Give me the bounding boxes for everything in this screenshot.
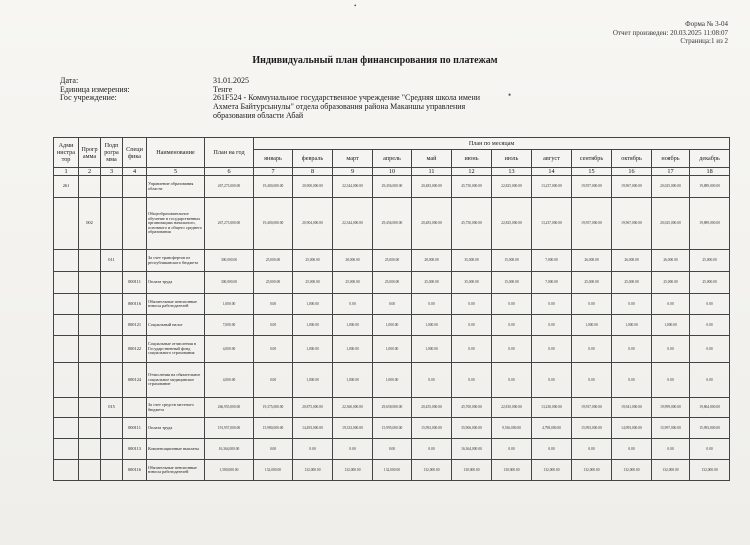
- column-number: 18: [690, 168, 730, 176]
- cell-name: За счет трансфертов из республиканского бюджета: [147, 250, 205, 272]
- column-number: 17: [652, 168, 690, 176]
- cell-administrator: [54, 460, 79, 481]
- column-number: 6: [205, 168, 254, 176]
- header-months-title: План по месяцам: [254, 138, 730, 150]
- cell-subprogram: [101, 176, 123, 198]
- plan-row: [54, 398, 730, 418]
- cell-administrator: [54, 439, 79, 460]
- cell-month-value: 130,000.00: [492, 460, 532, 481]
- cell-month-value: 0.00: [690, 294, 730, 315]
- cell-month-value: 0.00: [293, 439, 333, 460]
- cell-name: Социальный налог: [147, 315, 205, 336]
- cell-month-value: 19,375,000.00: [254, 398, 293, 418]
- cell-month-value: 25,000.00: [373, 250, 412, 272]
- cell-month-value: 19,941,000.00: [612, 398, 652, 418]
- cell-month-value: 0.00: [652, 363, 690, 398]
- cell-month-value: 1,000.00: [373, 315, 412, 336]
- cell-month-value: 26,000.00: [652, 250, 690, 272]
- cell-specifics: 000116: [123, 294, 147, 315]
- cell-month-value: 0.00: [452, 363, 492, 398]
- cell-month-value: 1,000.00: [333, 363, 373, 398]
- cell-month-value: 0.00: [612, 363, 652, 398]
- cell-month-value: 0.00: [572, 439, 612, 460]
- meta-row-institution-cont2: [60, 112, 513, 121]
- cell-month-value: 25,000.00: [652, 272, 690, 294]
- cell-month-value: 26,000.00: [612, 250, 652, 272]
- cell-month-value: 0.00: [532, 439, 572, 460]
- cell-month-value: 0.00: [373, 294, 412, 315]
- cell-month-value: 13,230,000.00: [532, 398, 572, 418]
- top-mark: •: [354, 2, 357, 10]
- cell-year-plan: 7,000.00: [205, 315, 254, 336]
- header-specifics: Специ фика: [123, 138, 147, 168]
- cell-month-value: 20,900,000.00: [293, 176, 333, 198]
- cell-month-value: 1,000.00: [612, 315, 652, 336]
- cell-month-value: 0.00: [492, 336, 532, 363]
- meta-label: [60, 112, 213, 121]
- cell-month-value: 15,992,000.00: [412, 418, 452, 439]
- cell-month-value: 0.00: [492, 294, 532, 315]
- cell-month-value: 1,000.00: [373, 363, 412, 398]
- cell-month-value: 0.00: [690, 363, 730, 398]
- cell-subprogram: [101, 272, 123, 294]
- meta-label: [60, 103, 213, 112]
- cell-program: [79, 418, 101, 439]
- cell-month-value: 0.00: [532, 336, 572, 363]
- plan-row: [54, 439, 730, 460]
- cell-name: Оплата труда: [147, 272, 205, 294]
- cell-month-value: 132,000.00: [532, 460, 572, 481]
- cell-subprogram: [101, 418, 123, 439]
- cell-specifics: 000121: [123, 315, 147, 336]
- cell-month-value: 25,000.00: [612, 272, 652, 294]
- cell-month-value: 22,344,000.00: [333, 198, 373, 250]
- cell-subprogram: [101, 336, 123, 363]
- page-counter: Страница:1 из 2: [680, 37, 728, 46]
- meta-label: Гос учреждение:: [60, 93, 117, 103]
- cell-month-value: 13,237,000.00: [532, 176, 572, 198]
- document-meta: [60, 77, 513, 121]
- column-number: 5: [147, 168, 205, 176]
- plan-row: [54, 294, 730, 315]
- header-program: Прогр амма: [79, 138, 101, 168]
- cell-month-value: 20,483,000.00: [412, 198, 452, 250]
- cell-month-value: 15,997,000.00: [652, 418, 690, 439]
- cell-month-value: 45,700,000.00: [452, 398, 492, 418]
- cell-program: [79, 439, 101, 460]
- cell-month-value: 132,000.00: [254, 460, 293, 481]
- cell-administrator: [54, 315, 79, 336]
- cell-specifics: [123, 398, 147, 418]
- cell-month-value: 4,798,000.00: [532, 418, 572, 439]
- cell-administrator: [54, 398, 79, 418]
- cell-month-value: 20,025,000.00: [652, 176, 690, 198]
- cell-month-value: 45,750,000.00: [452, 198, 492, 250]
- cell-program: [79, 363, 101, 398]
- header-month: ноябрь: [652, 150, 690, 168]
- cell-month-value: 0.00: [612, 294, 652, 315]
- header-month: март: [333, 150, 373, 168]
- cell-month-value: 132,000.00: [690, 460, 730, 481]
- plan-body: [54, 176, 730, 481]
- cell-month-value: 0.00: [452, 336, 492, 363]
- form-number: Форма № 3-04: [685, 20, 728, 28]
- document-title: Индивидуальный план финансирования по платежам: [252, 55, 498, 66]
- cell-month-value: 15,000.00: [492, 250, 532, 272]
- cell-year-plan: 16,364,000.00: [205, 439, 254, 460]
- cell-month-value: 0.00: [492, 363, 532, 398]
- cell-month-value: 20,455,000.00: [412, 398, 452, 418]
- cell-month-value: 19,400,000.00: [254, 198, 293, 250]
- cell-administrator: [54, 294, 79, 315]
- cell-month-value: 29,658,000.00: [373, 398, 412, 418]
- cell-subprogram: [101, 363, 123, 398]
- cell-month-value: 132,000.00: [373, 460, 412, 481]
- cell-administrator: 261: [54, 176, 79, 198]
- cell-year-plan: 1,580,000.00: [205, 460, 254, 481]
- cell-name: Социальные отчисления в Государственный фонд социального страхования: [147, 336, 205, 363]
- cell-month-value: 0.00: [254, 336, 293, 363]
- meta-value: 31.01.2025: [213, 76, 249, 85]
- cell-month-value: 1,000.00: [412, 315, 452, 336]
- report-timestamp: Отчет произведен: 20.03.2025 11:08:07: [612, 28, 728, 37]
- header-administrator: Адми нистра тор: [54, 138, 79, 168]
- cell-year-plan: 191,957,000.00: [205, 418, 254, 439]
- cell-program: [79, 250, 101, 272]
- cell-month-value: 26,000.00: [572, 250, 612, 272]
- header-month: февраль: [293, 150, 333, 168]
- cell-month-value: 20,025,000.00: [652, 198, 690, 250]
- plan-row: [54, 363, 730, 398]
- header-month: октябрь: [612, 150, 652, 168]
- cell-month-value: 1,000.00: [293, 315, 333, 336]
- column-number: 16: [612, 168, 652, 176]
- cell-month-value: 132,000.00: [652, 460, 690, 481]
- cell-subprogram: [101, 198, 123, 250]
- cell-month-value: 25,000.00: [690, 250, 730, 272]
- cell-administrator: [54, 198, 79, 250]
- cell-month-value: 1,000.00: [412, 336, 452, 363]
- cell-specifics: 000111: [123, 272, 147, 294]
- meta-label: Дата:: [60, 76, 79, 85]
- cell-month-value: 0.00: [572, 363, 612, 398]
- column-number: 4: [123, 168, 147, 176]
- cell-month-value: 0.00: [652, 336, 690, 363]
- cell-year-plan: 266,955,000.00: [205, 398, 254, 418]
- header-subprogram: Подп рогра мма: [101, 138, 123, 168]
- cell-month-value: 22,344,000.00: [333, 176, 373, 198]
- cell-name: Отчисления на обязательное социальное медицинское страхование: [147, 363, 205, 398]
- cell-program: [79, 294, 101, 315]
- cell-year-plan: 267,273,000.00: [205, 176, 254, 198]
- header-month: сентябрь: [572, 150, 612, 168]
- cell-subprogram: [101, 460, 123, 481]
- cell-year-plan: 300,000.00: [205, 272, 254, 294]
- cell-administrator: [54, 272, 79, 294]
- cell-month-value: 29,456,000.00: [373, 198, 412, 250]
- cell-specifics: 000124: [123, 363, 147, 398]
- cell-month-value: 20,483,000.00: [412, 176, 452, 198]
- column-number: 3: [101, 168, 123, 176]
- cell-month-value: 9,536,000.00: [492, 418, 532, 439]
- cell-name: Обязательные пенсионные взносы работодателей: [147, 294, 205, 315]
- plan-row: [54, 315, 730, 336]
- cell-specifics: [123, 176, 147, 198]
- cell-program: [79, 272, 101, 294]
- cell-month-value: 25,000.00: [373, 272, 412, 294]
- cell-month-value: 19,967,000.00: [612, 198, 652, 250]
- cell-month-value: 14,993,000.00: [612, 418, 652, 439]
- cell-month-value: 22,360,000.00: [333, 398, 373, 418]
- meta-value: Тенге: [213, 84, 233, 94]
- cell-month-value: 0.00: [492, 315, 532, 336]
- cell-month-value: 15,993,000.00: [690, 418, 730, 439]
- cell-month-value: 0.00: [690, 315, 730, 336]
- cell-month-value: 0.00: [254, 294, 293, 315]
- plan-row: [54, 272, 730, 294]
- cell-subprogram: 011: [101, 250, 123, 272]
- cell-month-value: 0.00: [572, 294, 612, 315]
- cell-month-value: 25,000.00: [254, 272, 293, 294]
- cell-year-plan: 300,000.00: [205, 250, 254, 272]
- cell-month-value: 1,000.00: [293, 363, 333, 398]
- cell-month-value: 19,937,000.00: [572, 398, 612, 418]
- cell-month-value: 19,957,000.00: [572, 176, 612, 198]
- column-number: 9: [333, 168, 373, 176]
- cell-name: Общеобразовательное обучение в государственных организациях начального, основного и общего среднего образования: [147, 198, 205, 250]
- cell-month-value: 19,400,000.00: [254, 176, 293, 198]
- cell-month-value: 0.00: [333, 294, 373, 315]
- cell-year-plan: 1,000.00: [205, 294, 254, 315]
- cell-specifics: 000113: [123, 439, 147, 460]
- cell-administrator: [54, 336, 79, 363]
- cell-month-value: 15,995,000.00: [373, 418, 412, 439]
- cell-month-value: 0.00: [452, 294, 492, 315]
- cell-month-value: 0.00: [452, 315, 492, 336]
- cell-month-value: 25,000.00: [293, 272, 333, 294]
- cell-month-value: 1,000.00: [333, 315, 373, 336]
- plan-row: [54, 460, 730, 481]
- cell-month-value: 15,980,000.00: [254, 418, 293, 439]
- cell-month-value: 22,825,000.00: [492, 176, 532, 198]
- cell-month-value: 132,000.00: [333, 460, 373, 481]
- cell-month-value: 0.00: [612, 336, 652, 363]
- form-info: [613, 20, 728, 46]
- cell-month-value: 35,906,000.00: [452, 418, 492, 439]
- cell-specifics: [123, 198, 147, 250]
- cell-month-value: 22,810,000.00: [492, 398, 532, 418]
- cell-specifics: [123, 250, 147, 272]
- cell-program: 002: [79, 198, 101, 250]
- cell-program: [79, 176, 101, 198]
- cell-month-value: 45,750,000.00: [452, 176, 492, 198]
- cell-name: За счет средств местного бюджета: [147, 398, 205, 418]
- plan-row: [54, 198, 730, 250]
- meta-value: Ахмета Байтурсынулы" отдела образования района Маканшы управления: [213, 102, 466, 112]
- column-number: 14: [532, 168, 572, 176]
- cell-month-value: 132,000.00: [293, 460, 333, 481]
- header-month: июнь: [452, 150, 492, 168]
- cell-month-value: 19,333,000.00: [333, 418, 373, 439]
- column-number-row: [54, 168, 730, 176]
- cell-month-value: 0.00: [254, 439, 293, 460]
- cell-year-plan: 4,000.00: [205, 363, 254, 398]
- cell-month-value: 1,000.00: [333, 336, 373, 363]
- header-month: апрель: [373, 150, 412, 168]
- cell-name: Обязательные пенсионные взносы работодателей: [147, 460, 205, 481]
- cell-year-plan: 4,000.00: [205, 336, 254, 363]
- cell-month-value: 28,000.00: [412, 250, 452, 272]
- cell-month-value: 0.00: [373, 439, 412, 460]
- cell-month-value: 19,864,000.00: [690, 398, 730, 418]
- cell-specifics: 000111: [123, 418, 147, 439]
- meta-value: 261F524 - Коммунальное государственное учреждение "Средняя школа имени: [213, 93, 481, 103]
- cell-month-value: 19,889,000.00: [690, 176, 730, 198]
- cell-subprogram: 015: [101, 398, 123, 418]
- cell-administrator: [54, 250, 79, 272]
- cell-month-value: 0.00: [612, 439, 652, 460]
- cell-administrator: [54, 363, 79, 398]
- cell-month-value: 15,000.00: [492, 272, 532, 294]
- cell-program: [79, 336, 101, 363]
- cell-month-value: 20,904,000.00: [293, 198, 333, 250]
- cell-month-value: 7,000.00: [532, 272, 572, 294]
- cell-month-value: 25,000.00: [333, 272, 373, 294]
- cell-month-value: 0.00: [690, 439, 730, 460]
- cell-month-value: 0.00: [333, 439, 373, 460]
- cell-month-value: 29,456,000.00: [373, 176, 412, 198]
- cell-month-value: 0.00: [532, 294, 572, 315]
- cell-month-value: 0.00: [572, 336, 612, 363]
- cell-month-value: 0.00: [254, 315, 293, 336]
- cell-month-value: 0.00: [412, 294, 452, 315]
- cell-month-value: 0.00: [412, 439, 452, 460]
- cell-month-value: 130,000.00: [452, 460, 492, 481]
- cell-program: [79, 315, 101, 336]
- column-number: 1: [54, 168, 79, 176]
- cell-administrator: [54, 418, 79, 439]
- cell-month-value: 0.00: [690, 336, 730, 363]
- cell-month-value: 0.00: [532, 363, 572, 398]
- header-month: июль: [492, 150, 532, 168]
- cell-month-value: 1,000.00: [373, 336, 412, 363]
- header-month: январь: [254, 150, 293, 168]
- cell-specifics: 000122: [123, 336, 147, 363]
- cell-month-value: 16,364,000.00: [452, 439, 492, 460]
- cell-month-value: 1,000.00: [572, 315, 612, 336]
- cell-program: [79, 460, 101, 481]
- cell-month-value: 22,825,000.00: [492, 198, 532, 250]
- cell-month-value: 19,957,000.00: [572, 198, 612, 250]
- cell-month-value: 132,000.00: [612, 460, 652, 481]
- cell-month-value: 25,000.00: [690, 272, 730, 294]
- cell-month-value: 19,889,000.00: [690, 198, 730, 250]
- plan-row: [54, 176, 730, 198]
- cell-month-value: 132,000.00: [412, 460, 452, 481]
- cell-month-value: 0.00: [532, 315, 572, 336]
- cell-month-value: 35,000.00: [452, 250, 492, 272]
- cell-month-value: 132,000.00: [572, 460, 612, 481]
- cell-month-value: 25,000.00: [572, 272, 612, 294]
- cell-month-value: 35,000.00: [452, 272, 492, 294]
- cell-month-value: 25,000.00: [254, 250, 293, 272]
- cell-month-value: 13,237,000.00: [532, 198, 572, 250]
- header-name: Наименование: [147, 138, 205, 168]
- cell-month-value: 28,000.00: [333, 250, 373, 272]
- column-number: 8: [293, 168, 333, 176]
- cell-specifics: 000116: [123, 460, 147, 481]
- cell-name: Компенсационные выплаты: [147, 439, 205, 460]
- financing-plan-table: [53, 137, 730, 481]
- header-month: декабрь: [690, 150, 730, 168]
- header-month: август: [532, 150, 572, 168]
- column-number: 11: [412, 168, 452, 176]
- column-number: 15: [572, 168, 612, 176]
- cell-month-value: 0.00: [652, 439, 690, 460]
- cell-month-value: 0.00: [652, 294, 690, 315]
- cell-month-value: 0.00: [254, 363, 293, 398]
- column-number: 2: [79, 168, 101, 176]
- column-number: 12: [452, 168, 492, 176]
- cell-subprogram: [101, 294, 123, 315]
- meta-value: образования области Абай: [213, 110, 304, 120]
- cell-month-value: 1,000.00: [293, 294, 333, 315]
- cell-month-value: 1,000.00: [293, 336, 333, 363]
- cell-year-plan: 267,273,000.00: [205, 198, 254, 250]
- cell-month-value: 0.00: [492, 439, 532, 460]
- cell-month-value: 14,493,000.00: [293, 418, 333, 439]
- header-year-plan: План на год: [205, 138, 254, 168]
- cell-subprogram: [101, 439, 123, 460]
- plan-row: [54, 336, 730, 363]
- header-month: май: [412, 150, 452, 168]
- cell-month-value: 20,875,000.00: [293, 398, 333, 418]
- cell-subprogram: [101, 315, 123, 336]
- cell-month-value: 7,000.00: [532, 250, 572, 272]
- cell-month-value: 15,993,000.00: [572, 418, 612, 439]
- cell-month-value: 19,999,000.00: [652, 398, 690, 418]
- column-number: 7: [254, 168, 293, 176]
- plan-row: [54, 418, 730, 439]
- cell-name: Оплата труда: [147, 418, 205, 439]
- cell-program: [79, 398, 101, 418]
- cell-month-value: 19,967,000.00: [612, 176, 652, 198]
- column-number: 10: [373, 168, 412, 176]
- cell-month-value: 1,000.00: [652, 315, 690, 336]
- cell-month-value: 25,000.00: [293, 250, 333, 272]
- cell-month-value: 0.00: [412, 363, 452, 398]
- cell-month-value: 25,000.00: [412, 272, 452, 294]
- column-number: 13: [492, 168, 532, 176]
- pen-mark: •: [508, 90, 512, 100]
- meta-label: Единица измерения:: [60, 84, 130, 94]
- cell-name: Управление образования области: [147, 176, 205, 198]
- plan-row: [54, 250, 730, 272]
